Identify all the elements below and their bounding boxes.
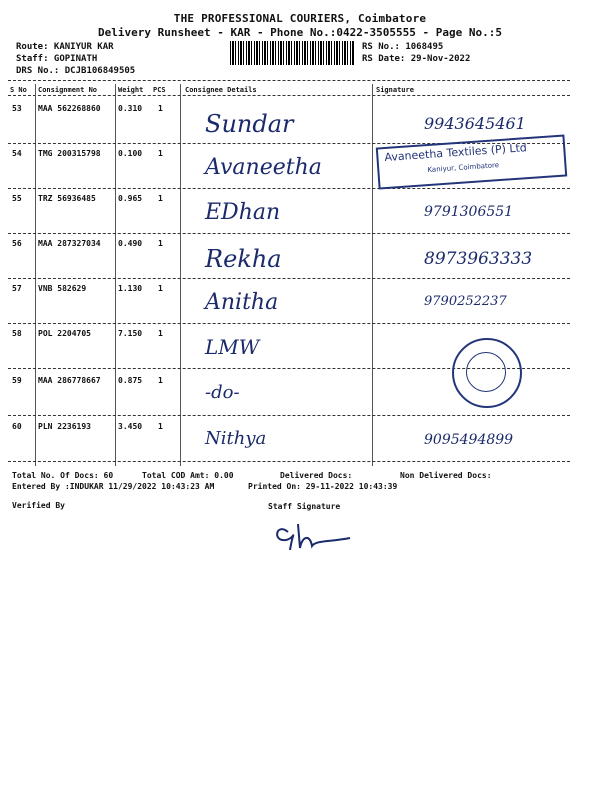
row-separator [8,323,570,324]
col-header-consignment: Consignment No [38,86,98,94]
cell-weight: 0.875 [118,376,143,385]
company-stamp: Avaneetha Textiles (P) Ltd Kaniyur, Coimbatore [376,134,567,189]
cell-weight: 0.310 [118,104,143,113]
column-divider [115,84,116,466]
cell-consignee-handwritten: LMW [205,335,260,359]
cell-pcs: 1 [158,239,163,248]
delivered-docs: Delivered Docs: [280,471,353,480]
cell-signature-phone: 9943645461 [424,114,526,133]
col-header-consignee: Consignee Details [185,86,257,94]
column-divider [372,84,373,466]
column-divider [35,84,36,466]
row-separator [8,415,570,416]
row-separator [8,461,570,462]
rs-date: RS Date: 29-Nov-2022 [362,54,471,64]
non-delivered-docs: Non Delivered Docs: [400,471,492,480]
route-label: Route: KANIYUR KAR [16,42,114,52]
cell-consignee-handwritten: Rekha [205,245,282,273]
cell-sno: 59 [12,376,22,385]
cell-consignment: MAA 286778667 [38,376,101,385]
column-divider [180,84,181,466]
col-header-weight: Weight [118,86,144,94]
printed-on: Printed On: 29-11-2022 10:43:39 [248,482,398,491]
cell-pcs: 1 [158,104,163,113]
cell-sno: 60 [12,422,22,431]
staff-label: Staff: GOPINATH [16,54,98,64]
cell-weight: 3.450 [118,422,143,431]
cell-signature-phone: 9790252237 [424,294,507,309]
cell-consignment: TMG 200315798 [38,149,101,158]
rs-number: RS No.: 1068495 [362,42,444,52]
cell-sno: 58 [12,329,22,338]
drs-number: DRS No.: DCJB106849505 [16,66,136,76]
header-bottom-rule [8,95,570,96]
cell-consignee-handwritten: Anitha [205,290,279,315]
runsheet-subtitle: Delivery Runsheet - KAR - Phone No.:0422-3505555 - Page No.:5 [98,26,502,39]
cell-consignee-handwritten: EDhan [205,200,281,225]
cell-sno: 54 [12,149,22,158]
total-cod: Total COD Amt: 0.00 [142,471,234,480]
company-title: THE PROFESSIONAL COURIERS, Coimbatore [173,12,427,25]
cell-pcs: 1 [158,284,163,293]
cell-sno: 53 [12,104,22,113]
cell-sno: 57 [12,284,22,293]
staff-signature-scribble [270,516,360,556]
cell-pcs: 1 [158,329,163,338]
cell-signature-phone: 8973963333 [424,249,533,269]
cell-weight: 0.965 [118,194,143,203]
cell-consignment: PLN 2236193 [38,422,91,431]
staff-signature-label: Staff Signature [268,502,341,511]
total-docs: Total No. Of Docs: 60 [12,471,114,480]
cell-consignee-handwritten: Sundar [205,110,294,138]
cell-consignment: POL 2204705 [38,329,91,338]
cell-consignee-handwritten: Nithya [205,428,267,449]
cell-signature-phone: 9095494899 [424,432,514,448]
cell-weight: 0.490 [118,239,143,248]
entered-by: Entered By :INDUKAR 11/29/2022 10:43:23 AM [12,482,215,491]
cell-pcs: 1 [158,194,163,203]
col-header-sno: S No [10,86,27,94]
cell-consignment: MAA 287327034 [38,239,101,248]
received-seal [452,338,522,408]
cell-consignee-handwritten: -do- [205,382,240,403]
cell-signature-phone: 9791306551 [424,204,514,220]
cell-weight: 1.130 [118,284,143,293]
table-top-rule [8,80,570,81]
cell-sno: 56 [12,239,22,248]
cell-weight: 0.100 [118,149,143,158]
verified-by-label: Verified By [12,501,65,510]
cell-pcs: 1 [158,422,163,431]
cell-sno: 55 [12,194,22,203]
cell-consignment: VNB 582629 [38,284,87,293]
cell-consignment: TRZ 56936485 [38,194,96,203]
barcode-image [230,41,355,65]
cell-consignment: MAA 562268860 [38,104,101,113]
row-separator [8,278,570,279]
cell-weight: 7.150 [118,329,143,338]
col-header-pcs: PCS [153,86,166,94]
col-header-signature: Signature [376,86,414,94]
row-separator [8,233,570,234]
cell-pcs: 1 [158,376,163,385]
row-separator [8,188,570,189]
cell-pcs: 1 [158,149,163,158]
cell-consignee-handwritten: Avaneetha [205,155,322,180]
